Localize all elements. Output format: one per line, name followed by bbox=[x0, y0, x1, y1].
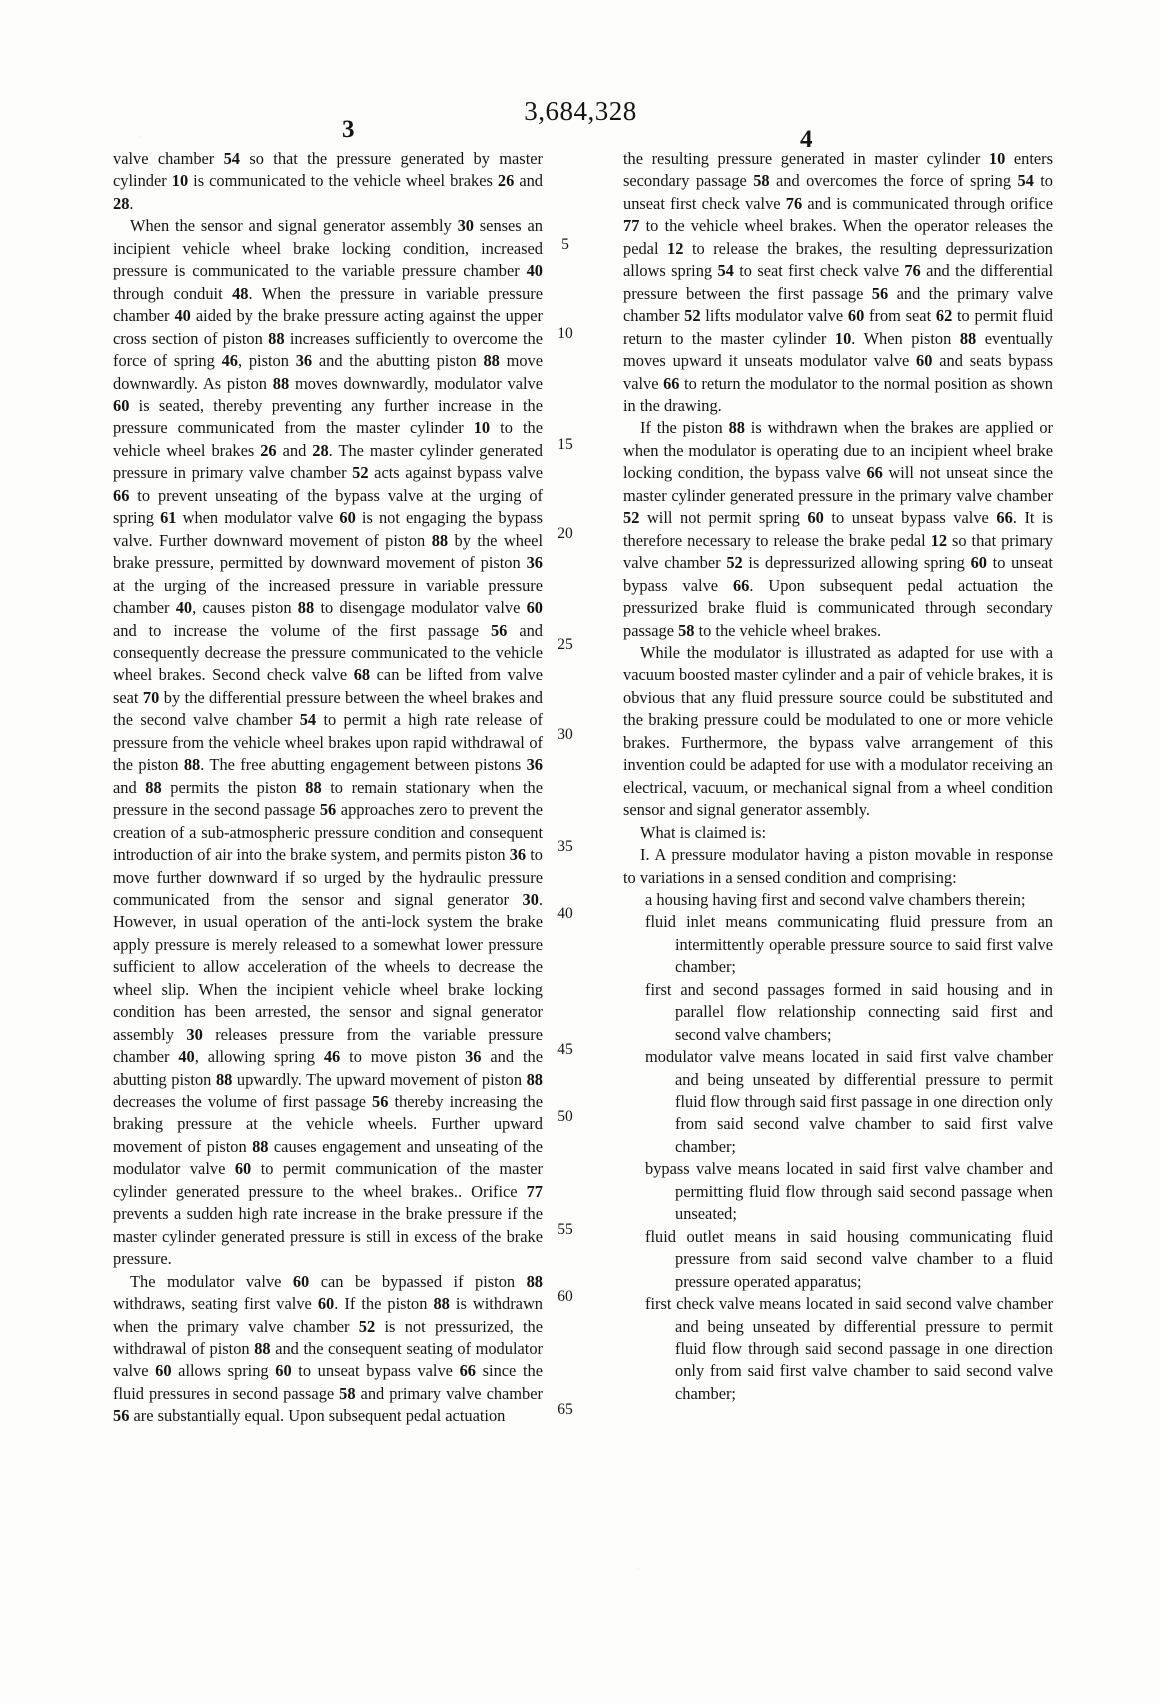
reference-numeral: 70 bbox=[142, 687, 160, 707]
line-number: 60 bbox=[557, 1288, 573, 1305]
reference-numeral: 88 bbox=[272, 373, 290, 393]
reference-numeral: 77 bbox=[623, 216, 640, 236]
reference-numeral: 66 bbox=[113, 485, 130, 505]
column-3-body bbox=[113, 148, 543, 1428]
line-number: 40 bbox=[557, 905, 573, 922]
reference-numeral: 54 bbox=[223, 149, 240, 168]
reference-numeral: 60 bbox=[292, 1271, 310, 1291]
reference-numeral: 88 bbox=[728, 418, 745, 438]
reference-numeral: 60 bbox=[234, 1159, 252, 1179]
reference-numeral: 77 bbox=[526, 1181, 543, 1201]
line-number: 25 bbox=[557, 636, 573, 653]
reference-numeral: 52 bbox=[684, 306, 701, 326]
reference-numeral: 30 bbox=[522, 889, 539, 909]
claim-element: fluid outlet means in said housing communicating fluid pressure from said second valve chamber to a fluid pressure operated apparatus; bbox=[645, 1226, 1053, 1291]
reference-numeral: 60 bbox=[526, 598, 543, 618]
body-paragraph: valve chamber 54 so that the pressure generated by master cylinder 10 is communicated to the vehicle wheel brakes 26 and 28. bbox=[113, 149, 543, 213]
reference-numeral: 56 bbox=[113, 1406, 130, 1426]
reference-numeral: 46 bbox=[323, 1047, 341, 1067]
reference-numeral: 68 bbox=[353, 665, 371, 685]
reference-numeral: 66 bbox=[996, 508, 1013, 528]
reference-numeral: 76 bbox=[785, 193, 803, 213]
reference-numeral: 36 bbox=[295, 351, 313, 371]
reference-numeral: 58 bbox=[339, 1383, 356, 1403]
line-number: 50 bbox=[557, 1108, 573, 1125]
reference-numeral: 10 bbox=[988, 149, 1006, 168]
line-number: 20 bbox=[557, 525, 573, 542]
reference-numeral: 76 bbox=[904, 261, 921, 281]
reference-numeral: 60 bbox=[916, 351, 933, 371]
column-4-body bbox=[623, 148, 1053, 1405]
reference-numeral: 58 bbox=[753, 171, 770, 191]
reference-numeral: 66 bbox=[459, 1361, 476, 1381]
reference-numeral: 58 bbox=[678, 620, 695, 640]
claims-heading: What is claimed is: bbox=[640, 822, 767, 842]
body-paragraph: The modulator valve 60 can be bypassed if piston 88 withdraws, seating first valve 60. If the piston 88 is withdrawn when the primary valve chamber 52 is not pressurized, the withdrawal of piston 88 and the consequent seating of modulator valve 60 allows spring 60 to unseat bypass valve 66 since the fluid pressures in second passage 58 and primary valve chamber 56 are substantially equal. Upon subsequent pedal actuation bbox=[113, 1271, 543, 1426]
reference-numeral: 88 bbox=[433, 1294, 450, 1314]
right-column-number: 4 bbox=[800, 126, 813, 153]
reference-numeral: 60 bbox=[155, 1361, 172, 1381]
line-number: 10 bbox=[557, 325, 573, 342]
claim-element: a housing having first and second valve chambers therein; bbox=[645, 889, 1026, 909]
patent-number: 3,684,328 bbox=[524, 96, 637, 126]
reference-numeral: 46 bbox=[221, 351, 238, 371]
claim-1-preamble: I. A pressure modulator having a piston movable in response to variations in a sensed condition and comprising: bbox=[623, 845, 1053, 887]
reference-numeral: 88 bbox=[526, 1069, 543, 1089]
body-paragraph: If the piston 88 is withdrawn when the brakes are applied or when the modulator is operating due to an incipient wheel brake locking condition, the bypass valve 66 will not unseat since the master cylinder generated pressure in the primary valve chamber 52 will not permit spring 60 to unseat bypass valve 66. It is therefore necessary to release the brake pedal 12 so that primary valve chamber 52 is depressurized allowing spring 60 to unseat bypass valve 66. Upon subsequent pedal actuation the pressurized brake fluid is communicated through secondary passage 58 to the vehicle wheel brakes. bbox=[623, 418, 1053, 640]
reference-numeral: 10 bbox=[171, 171, 189, 191]
reference-numeral: 60 bbox=[113, 395, 130, 415]
reference-numeral: 48 bbox=[232, 283, 249, 303]
reference-numeral: 52 bbox=[726, 553, 743, 573]
line-number: 45 bbox=[557, 1041, 573, 1058]
reference-numeral: 54 bbox=[1017, 171, 1034, 191]
reference-numeral: 60 bbox=[275, 1361, 292, 1381]
reference-numeral: 36 bbox=[526, 755, 543, 775]
line-number: 35 bbox=[557, 838, 573, 855]
left-column-number: 3 bbox=[342, 116, 355, 143]
reference-numeral: 40 bbox=[174, 306, 191, 326]
reference-numeral: 30 bbox=[186, 1024, 203, 1044]
body-paragraph: When the sensor and signal generator assembly 30 senses an incipient vehicle wheel brake locking condition, increased pressure is communicated to the variable pressure chamber 40 through conduit 48. When the pressure in variable pressure chamber 40 aided by the brake pressure acting against the upper cross section of piston 88 increases sufficiently to overcome the force of spring 46, piston 36 and the abutting piston 88 move downwardly. As piston 88 moves downwardly, modulator valve 60 is seated, thereby preventing any further increase in the pressure communicated from the master cylinder 10 to the vehicle wheel brakes 26 and 28. The master cylinder generated pressure in primary valve chamber 52 acts against bypass valve 66 to prevent unseating of the bypass valve at the urging of spring 61 when modulator valve 60 is not engaging the bypass valve. Further downward movement of piston 88 by the wheel brake pressure, permitted by downward movement of piston 36 at the urging of the increased pressure in variable pressure chamber 40, causes piston 88 to disengage modulator valve 60 and to increase the volume of the first passage 56 and consequently decrease the pressure communicated to the vehicle wheel brakes. Second check valve 68 can be lifted from valve seat 70 by the differential pressure between the wheel brakes and the second valve chamber 54 to permit a high rate release of pressure from the vehicle wheel brakes upon rapid withdrawal of the piston 88. The free abutting engagement between pistons 36 and 88 permits the piston 88 to remain stationary when the pressure in the second passage 56 approaches zero to prevent the creation of a sub-atmospheric pressure condition and consequent introduction of air into the brake system, and permits piston 36 to move further downward if so urged by the hydraulic pressure communicated from the sensor and signal generator 30. However, in usual operation of the anti-lock system the brake apply pressure is merely released to a somewhat lower pressure sufficient to allow acceleration of the wheels to decrease the wheel slip. When the incipient vehicle wheel brake locking condition has been arrested, the sensor and signal generator assembly 30 releases pressure from the variable pressure chamber 40, allowing spring 46 to move piston 36 and the abutting piston 88 upwardly. The upward movement of piston 88 decreases the volume of first passage 56 thereby increasing the braking pressure at the vehicle wheels. Further upward movement of piston 88 causes engagement and unseating of the modulator valve 60 to permit communication of the master cylinder generated pressure to the wheel brakes.. Orifice 77 prevents a sudden high rate increase in the brake pressure if the master cylinder generated pressure is still in excess of the brake pressure. bbox=[113, 216, 544, 1269]
reference-numeral: 26 bbox=[260, 440, 277, 460]
reference-numeral: 56 bbox=[372, 1092, 389, 1112]
reference-numeral: 30 bbox=[457, 216, 474, 236]
line-number: 55 bbox=[557, 1221, 573, 1238]
line-number: 65 bbox=[557, 1401, 573, 1418]
reference-numeral: 66 bbox=[866, 463, 883, 483]
reference-numeral: 36 bbox=[509, 845, 527, 865]
reference-numeral: 62 bbox=[935, 306, 953, 326]
claim-element: fluid inlet means communicating fluid pressure from an intermittently operable pressure source to said first valve chamber; bbox=[645, 912, 1053, 977]
reference-numeral: 88 bbox=[297, 598, 315, 618]
reference-numeral: 60 bbox=[317, 1294, 335, 1314]
claim-element: first check valve means located in said second valve chamber and being unseated by differential pressure to permit fluid flow through said second passage in one direction only from said first valve chamber to said second valve chamber; bbox=[645, 1294, 1053, 1403]
reference-numeral: 66 bbox=[663, 373, 680, 393]
reference-numeral: 88 bbox=[305, 777, 322, 797]
reference-numeral: 54 bbox=[299, 710, 317, 730]
reference-numeral: 40 bbox=[175, 598, 193, 618]
reference-numeral: 56 bbox=[319, 800, 337, 820]
reference-numeral: 88 bbox=[959, 328, 977, 348]
line-number: 5 bbox=[561, 236, 569, 253]
reference-numeral: 88 bbox=[252, 1136, 269, 1156]
claim-element: modulator valve means located in said first valve chamber and being unseated by differential pressure to permit fluid flow through said first passage in one direction only from said second valve chamber to said first valve chamber; bbox=[645, 1047, 1053, 1156]
body-paragraph: the resulting pressure generated in master cylinder 10 enters secondary passage 58 and overcomes the force of spring 54 to unseat first check valve 76 and is communicated through orifice 77 to the vehicle wheel brakes. When the operator releases the pedal 12 to release the brakes, the resulting depressurization allows spring 54 to seat first check valve 76 and the differential pressure between the first passage 56 and the primary valve chamber 52 lifts modulator valve 60 from seat 62 to permit fluid return to the master cylinder 10. When piston 88 eventually moves upward it unseats modulator valve 60 and seats bypass valve 66 to return the modulator to the normal position as shown in the drawing. bbox=[623, 149, 1054, 415]
reference-numeral: 60 bbox=[970, 553, 987, 573]
reference-numeral: 56 bbox=[490, 620, 508, 640]
reference-numeral: 52 bbox=[358, 1316, 376, 1336]
reference-numeral: 26 bbox=[497, 171, 515, 191]
reference-numeral: 36 bbox=[465, 1047, 482, 1067]
line-number: 30 bbox=[557, 726, 573, 743]
reference-numeral: 88 bbox=[268, 328, 285, 348]
body-paragraph: While the modulator is illustrated as adapted for use with a vacuum boosted master cylinder and a pair of vehicle brakes, it is obvious that any fluid pressure source could be substituted and the braking pressure could be modulated to one or more vehicle brakes. Furthermore, the bypass valve arrangement of this invention could be adapted for use with a modulator receiving an electrical, vacuum, or mechanical signal from a wheel condition sensor and signal generator assembly. bbox=[623, 642, 1053, 820]
claim-element: first and second passages formed in said housing and in parallel flow relationship connecting said first and second valve chambers; bbox=[645, 979, 1053, 1044]
reference-numeral: 60 bbox=[339, 508, 356, 528]
reference-numeral: 60 bbox=[807, 508, 824, 528]
reference-numeral: 66 bbox=[732, 575, 750, 595]
reference-numeral: 88 bbox=[145, 777, 162, 797]
reference-numeral: 88 bbox=[215, 1069, 233, 1089]
reference-numeral: 88 bbox=[431, 530, 449, 550]
reference-numeral: 61 bbox=[160, 508, 177, 528]
reference-numeral: 88 bbox=[526, 1271, 543, 1291]
reference-numeral: 52 bbox=[623, 508, 640, 528]
reference-numeral: 88 bbox=[483, 351, 500, 371]
reference-numeral: 10 bbox=[834, 328, 852, 348]
reference-numeral: 56 bbox=[871, 283, 889, 303]
reference-numeral: 12 bbox=[930, 530, 948, 550]
reference-numeral: 52 bbox=[352, 463, 369, 483]
claim-element: bypass valve means located in said first valve chamber and permitting fluid flow through said second passage when unseated; bbox=[645, 1159, 1053, 1224]
reference-numeral: 12 bbox=[667, 238, 684, 258]
reference-numeral: 36 bbox=[526, 553, 543, 573]
reference-numeral: 54 bbox=[717, 261, 734, 281]
reference-numeral: 40 bbox=[178, 1047, 195, 1067]
line-number: 15 bbox=[557, 436, 573, 453]
reference-numeral: 88 bbox=[183, 755, 201, 775]
reference-numeral: 10 bbox=[473, 418, 491, 438]
reference-numeral: 28 bbox=[113, 193, 130, 213]
reference-numeral: 40 bbox=[526, 261, 543, 281]
reference-numeral: 28 bbox=[312, 440, 329, 460]
reference-numeral: 60 bbox=[847, 306, 865, 326]
reference-numeral: 88 bbox=[254, 1339, 271, 1359]
